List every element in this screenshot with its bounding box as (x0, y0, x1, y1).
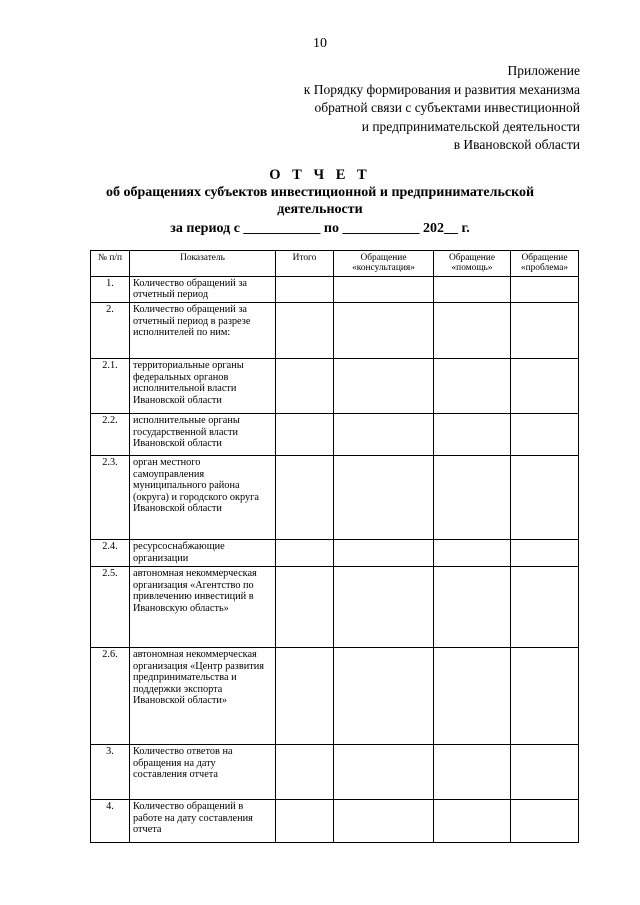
row-total-cell (276, 567, 334, 648)
header-problem: Обращение «проблема» (511, 251, 579, 277)
appendix-line: к Порядку формирования и развития механизма (303, 81, 580, 97)
row-help-cell (434, 303, 511, 359)
report-title (0, 165, 640, 238)
page-number: 10 (313, 36, 327, 51)
row-total-cell (276, 456, 334, 540)
row-problem-cell (511, 745, 579, 800)
row-total-cell (276, 745, 334, 800)
table-row (91, 745, 579, 800)
row-help-cell (434, 456, 511, 540)
row-consult-cell (334, 800, 434, 843)
row-problem-cell (511, 359, 579, 414)
table-row (91, 276, 579, 302)
row-indicator: автономная некоммерческая организация «Центр развития предпринимательства и поддержки экспорта Ивановской области» (130, 648, 276, 745)
row-help-cell (434, 276, 511, 302)
table-row (91, 540, 579, 567)
row-help-cell (434, 745, 511, 800)
row-consult-cell (334, 456, 434, 540)
row-total-cell (276, 648, 334, 745)
header-help: Обращение «помощь» (434, 251, 511, 277)
row-consult-cell (334, 745, 434, 800)
table-row (91, 359, 579, 414)
report-heading: О Т Ч Е Т (269, 167, 371, 183)
row-num: 2.5. (91, 567, 130, 648)
table-row (91, 303, 579, 359)
table-row (91, 800, 579, 843)
row-total-cell (276, 414, 334, 456)
report-subtitle: об обращениях субъектов инвестиционной и предпринимательской (105, 185, 535, 200)
row-problem-cell (511, 303, 579, 359)
row-help-cell (434, 414, 511, 456)
row-indicator: Количество обращений за отчетный период в разрезе исполнителей по ним: (130, 303, 276, 359)
row-num: 2.4. (91, 540, 130, 567)
table-row (91, 648, 579, 745)
appendix-line: и предпринимательской деятельности (361, 118, 580, 134)
row-help-cell (434, 540, 511, 567)
row-num: 2. (91, 303, 130, 359)
row-total-cell (276, 359, 334, 414)
appendix-line: в Ивановской области (453, 137, 580, 152)
row-consult-cell (334, 567, 434, 648)
row-indicator: орган местного самоуправления муниципального района (округа) и городского округа Ивановской области (130, 456, 276, 540)
row-num: 4. (91, 800, 130, 843)
row-num: 1. (91, 276, 130, 302)
header-consult: Обращение «консультация» (334, 251, 434, 277)
row-indicator: Количество обращений в работе на дату составления отчета (130, 800, 276, 843)
row-problem-cell (511, 276, 579, 302)
row-indicator: исполнительные органы государственной власти Ивановской области (130, 414, 276, 456)
row-total-cell (276, 303, 334, 359)
row-problem-cell (511, 648, 579, 745)
row-indicator: автономная некоммерческая организация «Агентство по привлечению инвестиций в Ивановскую область» (130, 567, 276, 648)
row-total-cell (276, 540, 334, 567)
row-num: 2.1. (91, 359, 130, 414)
table-row (91, 414, 579, 456)
row-consult-cell (334, 359, 434, 414)
row-num: 2.6. (91, 648, 130, 745)
header-indicator: Показатель (130, 251, 276, 277)
row-consult-cell (334, 303, 434, 359)
table-body (91, 276, 579, 842)
row-indicator: Количество обращений за отчетный период (130, 276, 276, 302)
row-consult-cell (334, 540, 434, 567)
row-problem-cell (511, 414, 579, 456)
row-problem-cell (511, 540, 579, 567)
appendix-line: Приложение (507, 63, 580, 78)
row-num: 3. (91, 745, 130, 800)
row-consult-cell (334, 414, 434, 456)
header-num: № п/п (91, 251, 130, 277)
row-help-cell (434, 567, 511, 648)
appendix-line: обратной связи с субъектами инвестиционной (314, 100, 580, 115)
row-problem-cell (511, 456, 579, 540)
row-problem-cell (511, 800, 579, 843)
row-help-cell (434, 359, 511, 414)
row-consult-cell (334, 276, 434, 302)
report-period: за период с ___________ по ___________ 202__ г. (170, 221, 470, 236)
appendix-block (304, 62, 580, 155)
row-num: 2.2. (91, 414, 130, 456)
row-problem-cell (511, 567, 579, 648)
row-help-cell (434, 800, 511, 843)
row-total-cell (276, 800, 334, 843)
row-num: 2.3. (91, 456, 130, 540)
header-row (91, 251, 579, 277)
row-help-cell (434, 648, 511, 745)
row-indicator: территориальные органы федеральных органов исполнительной власти Ивановской области (130, 359, 276, 414)
table-row (91, 456, 579, 540)
row-consult-cell (334, 648, 434, 745)
header-total: Итого (276, 251, 334, 277)
report-subtitle-cont: деятельности (277, 201, 363, 217)
row-indicator: ресурсоснабжающие организации (130, 540, 276, 567)
report-table (90, 250, 579, 843)
table-row (91, 567, 579, 648)
row-indicator: Количество ответов на обращения на дату составления отчета (130, 745, 276, 800)
row-total-cell (276, 276, 334, 302)
